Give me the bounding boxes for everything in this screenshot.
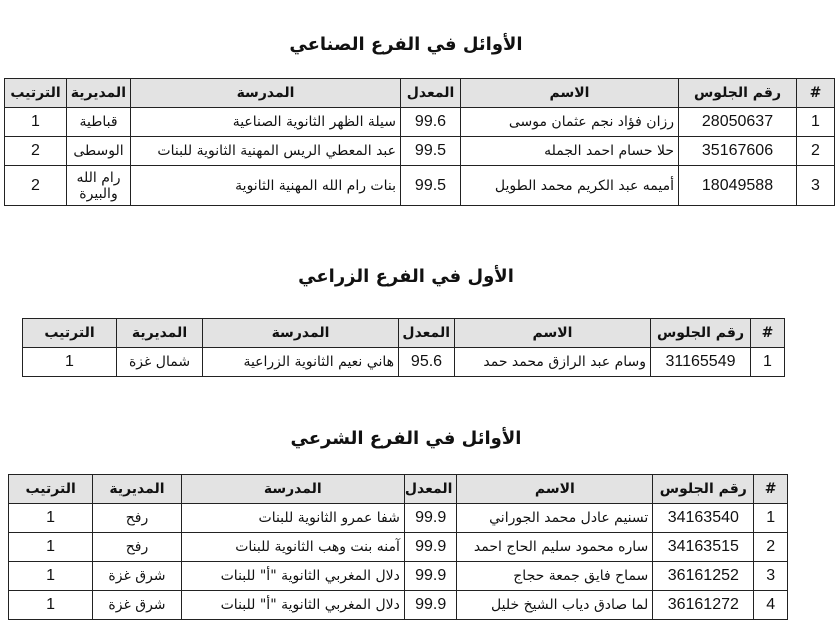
table-row [9, 591, 788, 620]
cell-avg: 99.9 [404, 562, 457, 591]
cell-seat: 28050637 [679, 108, 797, 137]
col-header-seat: رقم الجلوس [653, 475, 754, 504]
cell-directorate: قباطية [67, 108, 131, 137]
cell-seat: 34163540 [653, 504, 754, 533]
cell-index: 3 [797, 166, 835, 206]
cell-seat: 31165549 [651, 348, 751, 377]
cell-name: وسام عبد الرازق محمد حمد [455, 348, 651, 377]
col-header-avg: المعدل [404, 475, 457, 504]
cell-school: بنات رام الله المهنية الثانوية [131, 166, 401, 206]
cell-name: أميمه عبد الكريم محمد الطويل [461, 166, 679, 206]
cell-index: 2 [797, 137, 835, 166]
cell-directorate: شرق غزة [93, 591, 181, 620]
table-row [9, 562, 788, 591]
col-header-school: المدرسة [131, 79, 401, 108]
col-header-avg: المعدل [401, 79, 461, 108]
table-agricultural [22, 318, 785, 377]
cell-name: حلا حسام احمد الجمله [461, 137, 679, 166]
cell-rank: 1 [9, 504, 93, 533]
col-header-rank: الترتيب [9, 475, 93, 504]
cell-directorate: الوسطى [67, 137, 131, 166]
col-header-directorate: المديرية [93, 475, 181, 504]
cell-school: سيلة الظهر الثانوية الصناعية [131, 108, 401, 137]
cell-rank: 2 [5, 137, 67, 166]
cell-directorate: رفح [93, 504, 181, 533]
col-header-name: الاسم [461, 79, 679, 108]
cell-school: دلال المغربي الثانوية "أ" للبنات [181, 562, 404, 591]
table-industrial [4, 78, 835, 206]
cell-name: رزان فؤاد نجم عثمان موسى [461, 108, 679, 137]
cell-rank: 1 [9, 533, 93, 562]
col-header-school: المدرسة [181, 475, 404, 504]
cell-index: 1 [754, 504, 788, 533]
cell-avg: 99.9 [404, 533, 457, 562]
col-header-name: الاسم [457, 475, 653, 504]
col-header-index: # [751, 319, 785, 348]
col-header-rank: الترتيب [23, 319, 117, 348]
cell-index: 1 [797, 108, 835, 137]
cell-school: هاني نعيم الثانوية الزراعية [203, 348, 399, 377]
cell-seat: 36161252 [653, 562, 754, 591]
section-title-industrial: الأوائل في الفرع الصناعي [289, 34, 523, 55]
col-header-directorate: المديرية [117, 319, 203, 348]
table-row [5, 137, 835, 166]
table-row [5, 108, 835, 137]
col-header-seat: رقم الجلوس [651, 319, 751, 348]
col-header-index: # [797, 79, 835, 108]
table-row [23, 348, 785, 377]
col-header-school: المدرسة [203, 319, 399, 348]
cell-school: آمنه بنت وهب الثانوية للبنات [181, 533, 404, 562]
cell-name: ساره محمود سليم الحاج احمد [457, 533, 653, 562]
table-row [9, 504, 788, 533]
cell-school: شفا عمرو الثانوية للبنات [181, 504, 404, 533]
cell-index: 4 [754, 591, 788, 620]
table-row [5, 166, 835, 206]
cell-directorate: رفح [93, 533, 181, 562]
cell-name: لما صادق دياب الشيخ خليل [457, 591, 653, 620]
col-header-name: الاسم [455, 319, 651, 348]
cell-directorate: شرق غزة [93, 562, 181, 591]
cell-rank: 1 [9, 562, 93, 591]
cell-directorate: رام الله والبيرة [67, 166, 131, 206]
col-header-seat: رقم الجلوس [679, 79, 797, 108]
cell-avg: 99.9 [404, 591, 457, 620]
cell-seat: 34163515 [653, 533, 754, 562]
cell-rank: 2 [5, 166, 67, 206]
cell-seat: 36161272 [653, 591, 754, 620]
cell-seat: 35167606 [679, 137, 797, 166]
cell-index: 3 [754, 562, 788, 591]
cell-school: دلال المغربي الثانوية "أ" للبنات [181, 591, 404, 620]
col-header-rank: الترتيب [5, 79, 67, 108]
col-header-directorate: المديرية [67, 79, 131, 108]
cell-seat: 18049588 [679, 166, 797, 206]
cell-avg: 99.5 [401, 137, 461, 166]
section-title-sharia: الأوائل في الفرع الشرعي [290, 428, 522, 449]
cell-name: سماح فايق جمعة حجاج [457, 562, 653, 591]
cell-rank: 1 [9, 591, 93, 620]
table-sharia [8, 474, 788, 620]
cell-name: تسنيم عادل محمد الجوراني [457, 504, 653, 533]
col-header-avg: المعدل [399, 319, 455, 348]
cell-rank: 1 [5, 108, 67, 137]
cell-avg: 99.5 [401, 166, 461, 206]
section-title-agricultural: الأول في الفرع الزراعي [298, 266, 514, 287]
cell-avg: 99.6 [401, 108, 461, 137]
table-header-row [23, 319, 785, 348]
cell-rank: 1 [23, 348, 117, 377]
table-header-row [5, 79, 835, 108]
cell-index: 1 [751, 348, 785, 377]
cell-directorate: شمال غزة [117, 348, 203, 377]
cell-avg: 99.9 [404, 504, 457, 533]
cell-avg: 95.6 [399, 348, 455, 377]
cell-index: 2 [754, 533, 788, 562]
table-header-row [9, 475, 788, 504]
table-row [9, 533, 788, 562]
cell-school: عبد المعطي الريس المهنية الثانوية للبنات [131, 137, 401, 166]
col-header-index: # [754, 475, 788, 504]
